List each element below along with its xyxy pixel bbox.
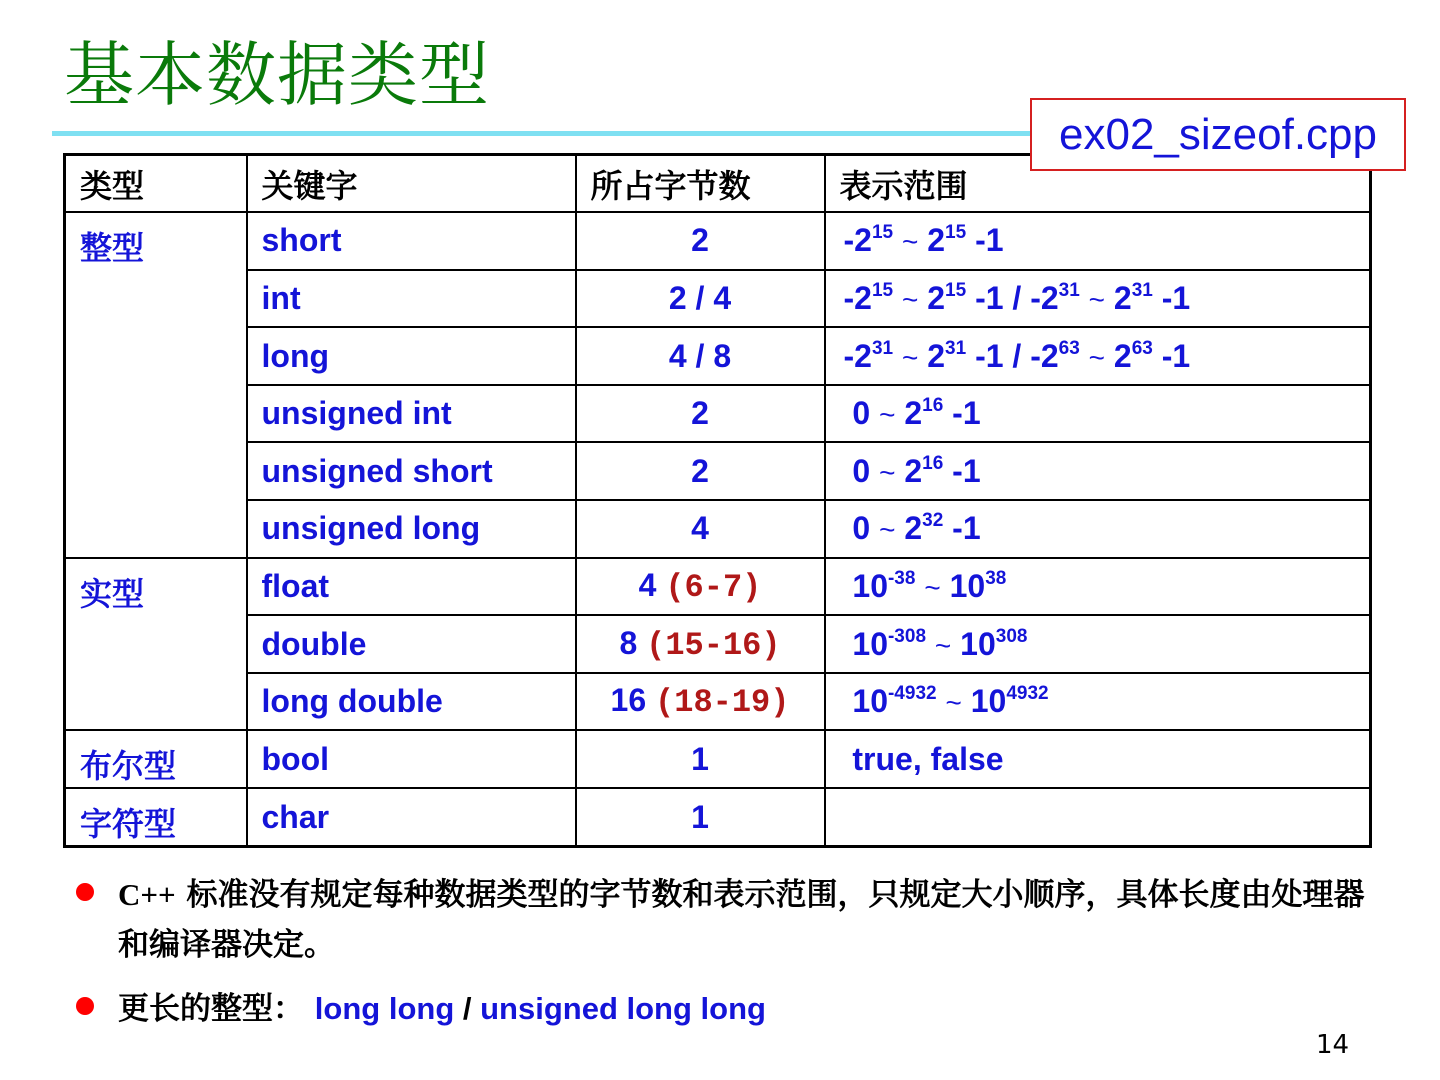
precision-digits: (18-19) [655,684,790,722]
keyword-cell: float [247,558,576,616]
bytes-cell: 2 / 4 [576,270,825,328]
range-cell: $10^{-308}$ ~ $10^{308}$ [825,615,1371,673]
page-title: 基本数据类型 [64,34,490,116]
keyword-cell: short [247,212,576,270]
keyword-cell: int [247,270,576,328]
keyword-cell: bool [247,730,576,788]
note-size-order [118,870,1366,970]
bytes-value: 16 [610,682,647,719]
code-unsigned-long-long: unsigned long long [480,991,766,1026]
bytes-cell [576,615,825,673]
keyword-cell: unsigned long [247,500,576,558]
range-cell: 0 ~ $2^{16}$ -1 [825,385,1371,443]
range-cell: $-2^{15}$ ~ $2^{15}$ $-1 / -2^{31}$ ~ $2^{31}$ -1 [825,270,1371,328]
title-underline [52,131,1132,136]
note-text: 标准没有规定每种数据类型的字节数和表示范围，只规定大小顺序，具体长度由处理器和编译器决定。 [118,877,1365,963]
bytes-cell: 1 [576,788,825,847]
category-integer: 整型 [65,212,247,558]
range-cell: 0 ~ $2^{32}$ -1 [825,500,1371,558]
data-types-table [63,153,1372,848]
table-row [65,212,1371,270]
separator: / [454,991,481,1026]
bullet-dot-icon [76,883,94,901]
list-item [76,870,1366,970]
range-cell: $-2^{31}$ ~ $2^{31}$ $-1 / -2^{63}$ ~ $2^{63}$ -1 [825,327,1371,385]
bytes-value: 4 [638,566,657,603]
category-boolean: 布尔型 [65,730,247,788]
table-row [65,558,1371,616]
bytes-cell [576,673,825,731]
range-cell: $10^{-4932}$ ~ $10^{4932}$ [825,673,1371,731]
keyword-cell: unsigned short [247,442,576,500]
header-type: 类型 [65,155,247,213]
keyword-cell: unsigned int [247,385,576,443]
bytes-cell: 4 / 8 [576,327,825,385]
category-real: 实型 [65,558,247,731]
bytes-cell: 2 [576,442,825,500]
keyword-cell: double [247,615,576,673]
table-row [65,615,1371,673]
bytes-value: 8 [619,624,638,661]
range-cell: $10^{-38}$ ~ $10^{38}$ [825,558,1371,616]
range-cell: 0 ~ $2^{16}$ -1 [825,442,1371,500]
notes-list [76,870,1366,1048]
list-item [76,984,1366,1034]
bullet-dot-icon [76,997,94,1015]
page-number: 14 [1316,1030,1350,1060]
table-row [65,270,1371,328]
code-long-long: long long [314,991,455,1026]
table-row [65,442,1371,500]
precision-digits: (15-16) [646,626,781,664]
table-row [65,673,1371,731]
bytes-cell: 2 [576,385,825,443]
keyword-cell: char [247,788,576,847]
note-long-long [118,984,766,1034]
bytes-cell [576,558,825,616]
range-cell [825,788,1371,847]
keyword-cell: long [247,327,576,385]
range-value: true, false [852,740,1004,777]
header-keyword: 关键字 [247,155,576,213]
note-label: 更长的整型： [118,991,304,1027]
header-bytes: 所占字节数 [576,155,825,213]
category-character: 字符型 [65,788,247,847]
range-cell [825,730,1371,788]
range-cell: $-2^{15}$ ~ $2^{15}$ -1 [825,212,1371,270]
bytes-cell: 4 [576,500,825,558]
cpp-label: C++ [118,877,176,912]
keyword-cell: long double [247,673,576,731]
bytes-cell: 1 [576,730,825,788]
table-row [65,385,1371,443]
table-row [65,788,1371,847]
header-range: 表示范围 [825,155,1371,213]
filename-badge: ex02_sizeof.cpp [1030,98,1406,171]
table-row [65,327,1371,385]
precision-digits: (6-7) [665,568,762,606]
table-row [65,500,1371,558]
bytes-cell: 2 [576,212,825,270]
table-row [65,730,1371,788]
